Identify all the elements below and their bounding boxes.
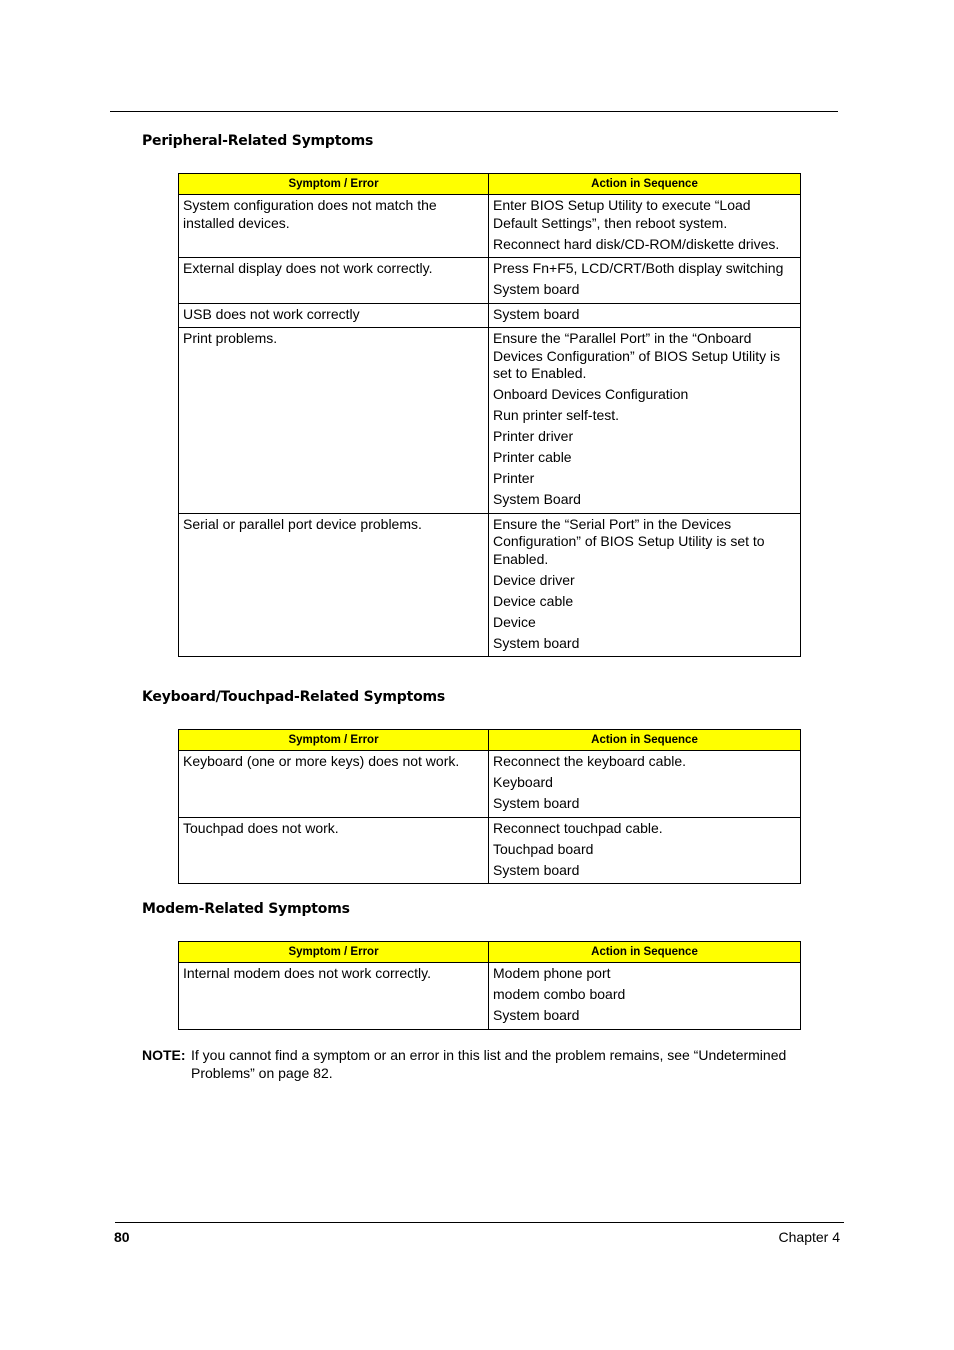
- action-step: Device: [493, 613, 536, 630]
- table-row: [179, 513, 801, 657]
- table-header-row: [179, 174, 801, 195]
- action-cell: [489, 817, 801, 884]
- symptom-cell: Touchpad does not work.: [179, 817, 489, 884]
- symptom-cell: Serial or parallel port device problems.: [179, 513, 489, 657]
- note-label: NOTE:: [142, 1047, 186, 1063]
- note-text: If you cannot find a symptom or an error in this list and the problem remains, see “Undetermined Problems” on page 82.: [191, 1047, 787, 1081]
- symptom-cell: Print problems.: [179, 328, 489, 514]
- section-title-peripheral: Peripheral-Related Symptoms: [142, 133, 374, 149]
- action-step: Ensure the “Serial Port” in the Devices Configuration” of BIOS Setup Utility is set to Enabled.: [493, 515, 765, 567]
- note: [142, 1047, 812, 1082]
- action-step: System board: [493, 795, 580, 811]
- header-rule: [110, 111, 838, 112]
- column-header-symptom: Symptom / Error: [179, 174, 489, 195]
- action-step: System board: [493, 634, 580, 651]
- action-cell: [489, 513, 801, 657]
- table-header-row: [179, 942, 801, 963]
- column-header-symptom: Symptom / Error: [179, 942, 489, 963]
- action-step: modem combo board: [493, 986, 626, 1002]
- table-row: [179, 963, 801, 1030]
- table-row: [179, 195, 801, 258]
- section-title-keyboard-touchpad: Keyboard/Touchpad-Related Symptoms: [142, 689, 446, 705]
- action-step: Printer: [493, 470, 535, 486]
- symptom-cell: System configuration does not match the installed devices.: [179, 195, 489, 258]
- symptom-cell: Internal modem does not work correctly.: [179, 963, 489, 1030]
- table-row: [179, 751, 801, 818]
- action-cell: [489, 303, 801, 328]
- action-cell: [489, 328, 801, 514]
- chapter-label: Chapter 4: [778, 1229, 840, 1245]
- action-step: Printer driver: [493, 428, 574, 444]
- footer-rule: [115, 1222, 844, 1223]
- action-cell: [489, 195, 801, 258]
- action-step: Reconnect hard disk/CD-ROM/diskette drives.: [493, 235, 780, 252]
- action-step: Onboard Devices Configuration: [493, 386, 689, 402]
- action-step: Modem phone port: [493, 965, 611, 981]
- action-step: Enter BIOS Setup Utility to execute “Load Default Settings”, then reboot system.: [493, 197, 751, 231]
- action-step: Reconnect touchpad cable.: [493, 819, 663, 836]
- symptom-cell: USB does not work correctly: [179, 303, 489, 328]
- action-step: System Board: [493, 491, 581, 507]
- action-step: Ensure the “Parallel Port” in the “Onboard Devices Configuration” of BIOS Setup Utility is set to Enabled.: [493, 330, 781, 381]
- action-step: System board: [493, 1007, 580, 1023]
- column-header-action: Action in Sequence: [489, 942, 801, 963]
- action-step: Press Fn+F5, LCD/CRT/Both display switching: [493, 260, 784, 276]
- table-header-row: [179, 730, 801, 751]
- keyboard-touchpad-symptoms-table: [178, 729, 801, 884]
- column-header-action: Action in Sequence: [489, 730, 801, 751]
- column-header-action: Action in Sequence: [489, 174, 801, 195]
- page-number: 80: [114, 1229, 130, 1245]
- action-step: Touchpad board: [493, 840, 594, 857]
- action-step: Device driver: [493, 571, 575, 588]
- symptom-cell: Keyboard (one or more keys) does not work.: [179, 751, 489, 818]
- action-step: Reconnect the keyboard cable.: [493, 753, 687, 769]
- action-step: System board: [493, 281, 580, 297]
- action-step: System board: [493, 861, 580, 878]
- table-row: [179, 258, 801, 304]
- action-cell: [489, 258, 801, 304]
- column-header-symptom: Symptom / Error: [179, 730, 489, 751]
- action-step: Printer cable: [493, 449, 572, 465]
- action-cell: [489, 751, 801, 818]
- peripheral-symptoms-table: [178, 173, 801, 657]
- action-cell: [489, 963, 801, 1030]
- action-step: Keyboard: [493, 774, 553, 790]
- table-row: [179, 817, 801, 884]
- section-title-modem: Modem-Related Symptoms: [142, 901, 350, 917]
- symptom-cell: External display does not work correctly.: [179, 258, 489, 304]
- action-step: System board: [493, 305, 580, 322]
- action-step: Device cable: [493, 592, 574, 609]
- action-step: Run printer self-test.: [493, 407, 620, 423]
- table-row: [179, 328, 801, 514]
- modem-symptoms-table: [178, 941, 801, 1030]
- table-row: [179, 303, 801, 328]
